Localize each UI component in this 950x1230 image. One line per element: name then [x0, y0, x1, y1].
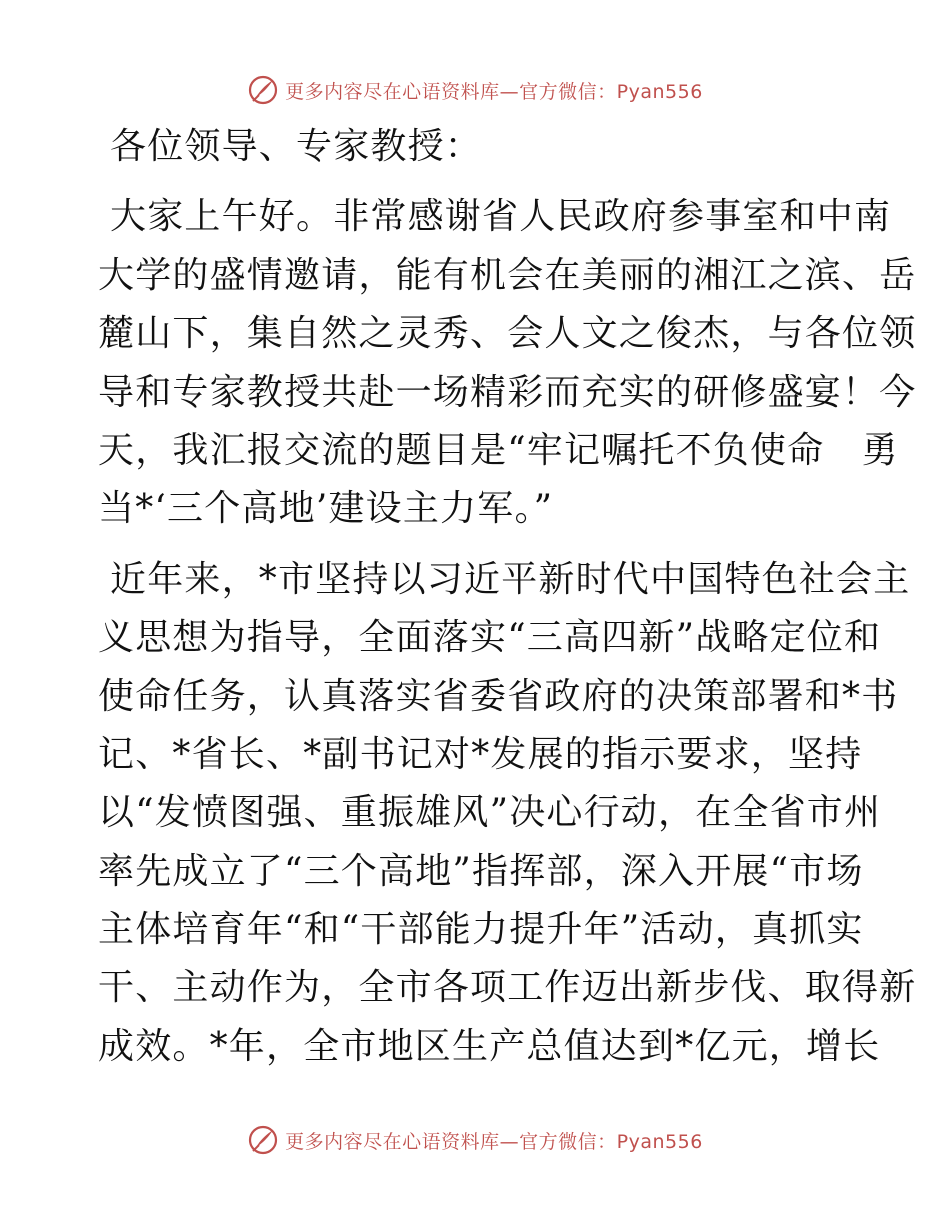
watermark-separator: —	[499, 80, 520, 103]
feather-quill-logo-icon	[247, 74, 279, 106]
paragraph-line: 率先成立了“三个高地”指挥部，深入开展“市场	[98, 850, 864, 892]
watermark-text	[285, 77, 703, 104]
paragraph-greeting	[98, 188, 917, 538]
paragraph-line: 成效。*年，全市地区生产总值达到*亿元，增长	[98, 1025, 881, 1067]
paragraph-line: 义思想为指导，全面落实“三高四新”战略定位和	[98, 617, 882, 659]
paragraph-achievements	[98, 551, 917, 1077]
paragraph-line: 以“发愤图强、重振雄风”决心行动，在全省市州	[98, 792, 882, 834]
paragraph-line: 干、主动作为，全市各项工作迈出新步伐、取得新	[98, 967, 917, 1009]
watermark-brand: 更多内容尽在心语资料库	[285, 80, 500, 103]
paragraph-line: 记、*省长、*副书记对*发展的指示要求，坚持	[98, 733, 863, 775]
paragraph-line: 天，我汇报交流的题目是“牢记嘱托不负使命 勇	[98, 429, 899, 471]
paragraph-line: 当*‘三个高地’建设主力军。”	[98, 488, 554, 530]
salutation: 各位领导、专家教授：	[110, 126, 483, 167]
paragraph-line: 麓山下，集自然之灵秀、会人文之俊杰，与各位领	[98, 313, 917, 355]
watermark-brand: 更多内容尽在心语资料库	[285, 1130, 500, 1153]
paragraph-line: 近年来，*市坚持以习近平新时代中国特色社会主	[110, 558, 911, 600]
paragraph-line: 主体培育年“和“干部能力提升年”活动，真抓实	[98, 909, 864, 951]
paragraph-line: 导和专家教授共赴一场精彩而充实的研修盛宴！今	[98, 371, 917, 413]
watermark-wechat: 官方微信：Pyan556	[519, 1130, 703, 1153]
feather-quill-logo-icon	[247, 1124, 279, 1156]
watermark-banner-top	[0, 70, 950, 110]
document-body	[98, 118, 917, 1076]
paragraph-line: 大学的盛情邀请，能有机会在美丽的湘江之滨、岳	[98, 254, 917, 296]
watermark-text	[285, 1127, 703, 1154]
paragraph-line: 大家上午好。非常感谢省人民政府参事室和中南	[110, 196, 892, 238]
watermark-separator: —	[499, 1130, 520, 1153]
paragraph-line: 使命任务，认真落实省委省政府的决策部署和*书	[98, 675, 899, 717]
watermark-banner-bottom	[0, 1120, 950, 1160]
watermark-wechat: 官方微信：Pyan556	[519, 80, 703, 103]
